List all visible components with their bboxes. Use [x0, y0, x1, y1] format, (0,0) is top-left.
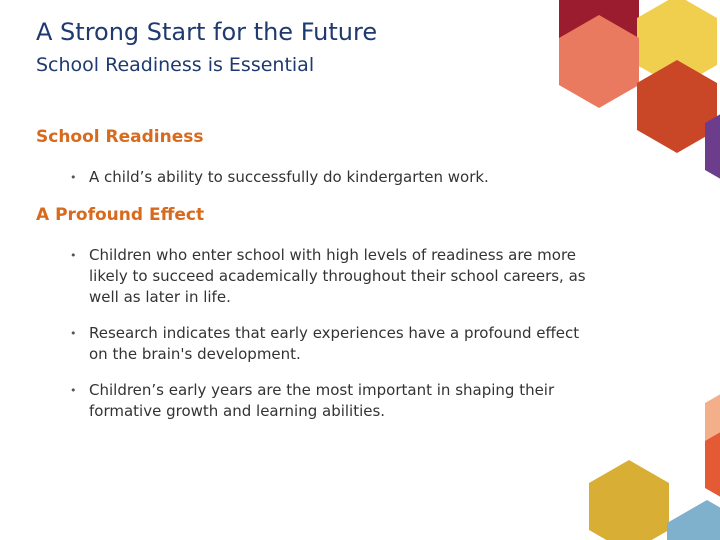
hexagon-yellow: [637, 0, 717, 88]
bullet-text: A child’s ability to successfully do kindergarten work.: [89, 168, 489, 186]
section-heading-profound-effect: A Profound Effect: [36, 205, 205, 225]
section-heading-school-readiness: School Readiness: [36, 127, 204, 147]
bullet-dot: •: [70, 327, 77, 340]
bullet-text: Research indicates that early experiences have a profound effect on the brain's development.: [89, 324, 580, 363]
hexagon-burnt-orange: [637, 60, 717, 153]
bullet-text: Children who enter school with high levels of readiness are more likely to succeed academically throughout their school careers, as well as later in life.: [89, 246, 586, 306]
hexagon-light-blue: [667, 500, 720, 540]
hexagon-salmon: [559, 15, 639, 108]
bullet-text: Children’s early years are the most important in shaping their formative growth and learning abilities.: [89, 381, 555, 420]
hexagon-red-orange: [705, 418, 720, 511]
bullet-item: [70, 167, 590, 188]
slide-title: A Strong Start for the Future: [36, 18, 378, 46]
bullet-dot: •: [70, 171, 77, 184]
bullet-dot: •: [70, 249, 77, 262]
bullet-item: [70, 245, 590, 308]
bullet-item: [70, 380, 590, 422]
slide-subtitle: School Readiness is Essential: [36, 54, 315, 76]
hexagon-dark-red: [559, 0, 639, 65]
bullet-dot: •: [70, 384, 77, 397]
bullet-item: [70, 323, 590, 365]
hexagon-purple: [705, 100, 720, 193]
hexagon-peach: [705, 380, 720, 473]
hexagon-gold: [589, 460, 669, 540]
